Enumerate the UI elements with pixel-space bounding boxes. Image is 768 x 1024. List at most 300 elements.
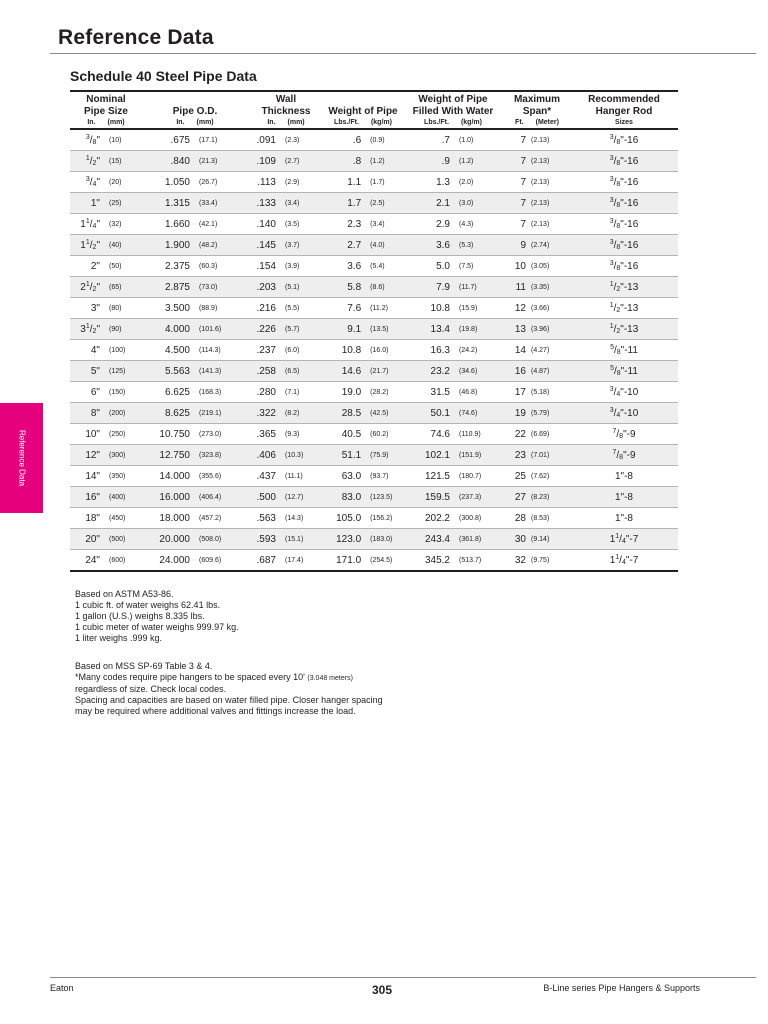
cell-pair <box>504 408 570 419</box>
table-row <box>70 235 678 256</box>
cell-pair <box>70 324 142 335</box>
cell-value: 8" <box>90 407 100 419</box>
cell-value: 25 <box>514 470 526 482</box>
cell-metric: (151.9) <box>459 451 482 459</box>
table-row <box>70 424 678 445</box>
table-cell <box>142 256 248 277</box>
table-cell <box>402 529 504 550</box>
column-header <box>142 91 248 129</box>
cell-value: $^5$/8"-11 <box>610 364 638 377</box>
cell-metric: (361.8) <box>459 535 482 543</box>
header-units <box>71 118 141 127</box>
header-label: Pipe Size <box>84 106 128 117</box>
cell-metric: (46.8) <box>459 388 478 396</box>
cell-pair <box>504 219 570 230</box>
cell-value: $^3$/8"-16 <box>609 217 639 230</box>
cell-metric: (200) <box>109 409 126 417</box>
table-cell <box>70 550 142 572</box>
cell-pair <box>402 345 504 356</box>
cell-metric: (0.9) <box>370 136 385 144</box>
table-row <box>70 445 678 466</box>
table-cell <box>504 193 570 214</box>
table-row <box>70 529 678 550</box>
cell-metric: (3.96) <box>531 325 550 333</box>
cell-pair <box>504 387 570 398</box>
cell-value: $^1$/2" <box>85 154 100 167</box>
table-cell <box>248 340 324 361</box>
cell-pair <box>324 555 402 566</box>
cell-metric: (3.4) <box>370 220 385 228</box>
table-cell <box>248 529 324 550</box>
cell-metric: (7.5) <box>459 262 474 270</box>
table-cell <box>142 466 248 487</box>
cell-value: .133 <box>256 197 276 209</box>
cell-metric: (11.1) <box>285 472 303 480</box>
table-cell <box>402 172 504 193</box>
column-header <box>324 91 402 129</box>
table-cell <box>402 193 504 214</box>
cell-pair <box>248 219 324 230</box>
table-cell <box>248 487 324 508</box>
table-cell <box>504 529 570 550</box>
cell-pair <box>70 387 142 398</box>
cell-value: 5.0 <box>436 260 450 272</box>
table-cell <box>504 256 570 277</box>
cell-pair <box>142 240 248 251</box>
cell-metric: (5.3) <box>459 241 474 249</box>
cell-value: $1^1/4$" <box>80 217 100 230</box>
table-cell <box>142 151 248 172</box>
header-label: Weight of Pipe <box>418 94 488 105</box>
cell-value: 4" <box>90 344 100 356</box>
cell-value: .145 <box>256 239 276 251</box>
table-cell <box>324 298 402 319</box>
cell-pair <box>402 303 504 314</box>
cell-value: 20.000 <box>159 533 190 545</box>
table-row <box>70 550 678 572</box>
note-line: 1 cubic ft. of water weighs 62.41 lbs. <box>75 600 221 610</box>
cell-metric: (74.6) <box>459 409 478 417</box>
table-cell <box>142 340 248 361</box>
table-cell <box>504 319 570 340</box>
cell-metric: (88.9) <box>199 304 218 312</box>
cell-value: 28 <box>514 512 526 524</box>
cell-value: 14" <box>85 470 100 482</box>
cell-pair <box>248 303 324 314</box>
header-label: Weight of Pipe <box>328 106 398 117</box>
cell-value: $^1$/2"-13 <box>609 301 639 314</box>
header-label: Thickness <box>261 106 311 117</box>
cell-value: 1.3 <box>436 176 450 188</box>
notes-astm <box>75 589 239 644</box>
cell-metric: (1.7) <box>370 178 385 186</box>
cell-pair <box>70 219 142 230</box>
cell-metric: (60.2) <box>370 430 389 438</box>
cell-value: .091 <box>256 134 276 146</box>
cell-metric: (65) <box>109 283 122 291</box>
table-row <box>70 319 678 340</box>
cell-metric: (32) <box>109 220 122 228</box>
cell-metric: (3.05) <box>531 262 550 270</box>
cell-pair <box>504 198 570 209</box>
table-cell <box>70 235 142 256</box>
table-cell <box>570 466 678 487</box>
cell-value: $1^1/4"-7$ <box>609 532 639 545</box>
header-label: Hanger Rod <box>595 106 653 117</box>
header-unit: (mm) <box>287 119 305 126</box>
side-tab-label: Reference Data <box>17 429 26 487</box>
note-line: 1 cubic meter of water weighs 999.97 kg. <box>75 622 239 632</box>
header-label: Filled With Water <box>412 106 494 117</box>
cell-pair <box>402 555 504 566</box>
note-line: Based on ASTM A53-86. <box>75 589 174 599</box>
cell-metric: (2.9) <box>285 178 300 186</box>
note-text: *Many codes require pipe hangers to be spaced every 10' <box>75 672 305 682</box>
cell-value: 2.9 <box>436 218 450 230</box>
cell-pair <box>70 261 142 272</box>
cell-value: 14.000 <box>159 470 190 482</box>
cell-pair <box>402 198 504 209</box>
cell-metric: (1.2) <box>459 157 474 165</box>
table-cell <box>324 550 402 572</box>
cell-value: 5" <box>90 365 100 377</box>
note-line <box>75 672 383 684</box>
cell-pair <box>324 471 402 482</box>
cell-pair <box>248 387 324 398</box>
cell-metric: (500) <box>109 535 126 543</box>
table-cell <box>142 550 248 572</box>
table-cell <box>504 340 570 361</box>
cell-value: 30 <box>514 533 526 545</box>
cell-value: .687 <box>256 554 276 566</box>
cell-metric: (237.3) <box>459 493 482 501</box>
column-header <box>402 91 504 129</box>
cell-pair <box>324 408 402 419</box>
table-cell <box>324 466 402 487</box>
cell-value: 171.0 <box>336 554 362 566</box>
cell-value: 1.7 <box>347 197 362 209</box>
table-cell <box>142 508 248 529</box>
table-cell <box>504 382 570 403</box>
table-cell <box>70 193 142 214</box>
cell-pair <box>324 534 402 545</box>
column-header <box>70 91 142 129</box>
table-cell <box>504 151 570 172</box>
cell-pair <box>142 345 248 356</box>
cell-value: 1.1 <box>347 176 362 188</box>
cell-metric: (600) <box>109 556 126 564</box>
cell-pair <box>324 450 402 461</box>
cell-metric: (3.5) <box>285 220 300 228</box>
cell-pair <box>402 408 504 419</box>
cell-pair <box>70 303 142 314</box>
cell-metric: (33.4) <box>199 199 218 207</box>
table-cell <box>570 319 678 340</box>
table-cell <box>570 129 678 151</box>
cell-metric: (28.2) <box>370 388 389 396</box>
table-row <box>70 382 678 403</box>
cell-value: 1.660 <box>164 218 190 230</box>
table-cell <box>70 256 142 277</box>
pipe-data-table <box>70 90 678 572</box>
table-cell <box>142 529 248 550</box>
cell-value: 19 <box>514 407 526 419</box>
table-cell <box>248 361 324 382</box>
table-cell <box>142 403 248 424</box>
header-label: Recommended <box>588 94 660 105</box>
cell-value: .322 <box>256 407 276 419</box>
cell-pair <box>504 282 570 293</box>
cell-pair <box>248 177 324 188</box>
cell-metric: (168.3) <box>199 388 222 396</box>
cell-value: 12.750 <box>159 449 190 461</box>
cell-value: 24.000 <box>159 554 190 566</box>
cell-metric: (6.69) <box>531 430 550 438</box>
cell-metric: (150) <box>109 388 126 396</box>
table-cell <box>570 151 678 172</box>
cell-value: $^3$/8"-16 <box>609 259 639 272</box>
cell-pair <box>142 198 248 209</box>
cell-value: .7 <box>441 134 450 146</box>
table-cell <box>504 466 570 487</box>
cell-pair <box>70 513 142 524</box>
cell-value: 7 <box>520 218 526 230</box>
cell-pair <box>70 429 142 440</box>
cell-pair <box>324 261 402 272</box>
table-cell <box>70 466 142 487</box>
cell-pair <box>142 282 248 293</box>
cell-metric: (16.0) <box>370 346 389 354</box>
cell-value: $^3$/8"-16 <box>609 175 639 188</box>
table-cell <box>570 172 678 193</box>
header-label: Nominal <box>86 94 126 105</box>
cell-metric: (2.5) <box>370 199 385 207</box>
cell-value: 10.750 <box>159 428 190 440</box>
cell-metric: (11.7) <box>459 283 477 291</box>
cell-value: 40.5 <box>341 428 362 440</box>
cell-value: $^3$/8"-16 <box>609 238 639 251</box>
cell-metric: (3.66) <box>531 304 550 312</box>
note-line: Based on MSS SP-69 Table 3 & 4. <box>75 661 213 671</box>
table-cell <box>324 172 402 193</box>
cell-pair <box>504 240 570 251</box>
cell-metric: (6.5) <box>285 367 300 375</box>
cell-metric: (7.01) <box>531 451 550 459</box>
cell-metric: (19.8) <box>459 325 478 333</box>
cell-pair <box>248 513 324 524</box>
cell-value: .203 <box>256 281 276 293</box>
header-units <box>505 118 569 127</box>
cell-value: 7 <box>520 197 526 209</box>
cell-metric: (5.1) <box>285 283 300 291</box>
footer-brand: Eaton <box>50 983 74 993</box>
header-unit: (kg/m) <box>370 119 392 126</box>
table-cell <box>70 382 142 403</box>
cell-value: 123.0 <box>336 533 362 545</box>
table-cell <box>70 487 142 508</box>
cell-value: .406 <box>256 449 276 461</box>
cell-pair <box>504 303 570 314</box>
table-row <box>70 403 678 424</box>
cell-value: 63.0 <box>341 470 362 482</box>
cell-value: 1.050 <box>164 176 190 188</box>
table-row <box>70 277 678 298</box>
note-small-text: (3.048 meters) <box>307 675 353 682</box>
header-units <box>143 118 247 127</box>
table-cell <box>504 487 570 508</box>
cell-pair <box>402 324 504 335</box>
cell-value: .675 <box>170 134 190 146</box>
table-cell <box>402 298 504 319</box>
cell-value: $^7$/8"-9 <box>612 427 636 440</box>
cell-pair <box>248 450 324 461</box>
table-row <box>70 466 678 487</box>
cell-metric: (183.0) <box>370 535 393 543</box>
table-cell <box>570 382 678 403</box>
header-units <box>325 118 401 127</box>
cell-value: 13.4 <box>430 323 450 335</box>
table-cell <box>504 129 570 151</box>
cell-value: 31.5 <box>430 386 450 398</box>
header-units <box>403 118 503 127</box>
cell-metric: (10) <box>109 136 122 144</box>
table-cell <box>324 214 402 235</box>
table-cell <box>324 277 402 298</box>
cell-pair <box>402 219 504 230</box>
cell-metric: (60.3) <box>199 262 218 270</box>
cell-value: .226 <box>256 323 276 335</box>
cell-pair <box>324 198 402 209</box>
header-unit: (mm) <box>196 119 214 126</box>
table-row <box>70 298 678 319</box>
header-unit: In. <box>176 119 185 126</box>
header-label: Maximum <box>513 94 561 105</box>
table-cell <box>248 193 324 214</box>
note-line: 1 liter weighs .999 kg. <box>75 633 163 643</box>
cell-metric: (8.6) <box>370 283 385 291</box>
cell-pair <box>70 177 142 188</box>
table-cell <box>324 319 402 340</box>
cell-metric: (9.75) <box>531 556 550 564</box>
cell-metric: (4.3) <box>459 220 474 228</box>
header-unit: Ft. <box>515 119 524 126</box>
table-cell <box>142 214 248 235</box>
cell-value: 1" <box>90 197 100 209</box>
table-cell <box>324 487 402 508</box>
table-cell <box>570 361 678 382</box>
cell-value: 14 <box>514 344 526 356</box>
cell-value: 12 <box>514 302 526 314</box>
cell-metric: (73.0) <box>199 283 218 291</box>
cell-metric: (8.23) <box>531 493 550 501</box>
table-header-row <box>70 91 678 129</box>
cell-value: 2.875 <box>164 281 190 293</box>
cell-value: $^5$/8"-11 <box>610 343 638 356</box>
cell-value: 105.0 <box>336 512 362 524</box>
table-row <box>70 193 678 214</box>
table-cell <box>324 151 402 172</box>
cell-value: 13 <box>514 323 526 335</box>
cell-value: .113 <box>257 176 276 188</box>
cell-pair <box>248 324 324 335</box>
cell-metric: (110.9) <box>459 430 481 438</box>
cell-value: 9 <box>520 239 526 251</box>
cell-value: 83.0 <box>341 491 362 503</box>
cell-value: .109 <box>256 155 276 167</box>
cell-pair <box>402 177 504 188</box>
cell-value: 51.1 <box>341 449 362 461</box>
column-header <box>570 91 678 129</box>
cell-pair <box>142 492 248 503</box>
page-number: 305 <box>372 983 393 997</box>
notes-mss <box>75 661 383 717</box>
cell-value: 7.9 <box>436 281 450 293</box>
table-cell <box>570 235 678 256</box>
cell-value: 159.5 <box>424 491 450 503</box>
table-cell <box>70 340 142 361</box>
cell-pair <box>142 135 248 146</box>
cell-metric: (9.14) <box>531 535 550 543</box>
cell-value: .216 <box>256 302 276 314</box>
note-line: regardless of size. Check local codes. <box>75 684 227 694</box>
table-title: Schedule 40 Steel Pipe Data <box>70 68 257 84</box>
cell-pair <box>248 135 324 146</box>
cell-metric: (50) <box>109 262 122 270</box>
cell-metric: (5.5) <box>285 304 300 312</box>
cell-metric: (15.9) <box>459 304 478 312</box>
cell-value: 3.6 <box>347 260 362 272</box>
table-cell <box>324 529 402 550</box>
table-cell <box>402 508 504 529</box>
table-cell <box>402 361 504 382</box>
header-label: Span* <box>522 106 552 117</box>
cell-metric: (4.87) <box>531 367 550 375</box>
cell-value: 3.500 <box>164 302 190 314</box>
table-cell <box>70 172 142 193</box>
cell-pair <box>70 156 142 167</box>
cell-value: 7 <box>520 155 526 167</box>
header-unit: (Meter) <box>535 119 559 126</box>
cell-metric: (25) <box>109 199 122 207</box>
cell-value: 1"-8 <box>614 491 633 503</box>
table-cell <box>70 298 142 319</box>
cell-pair <box>142 408 248 419</box>
cell-pair <box>248 429 324 440</box>
cell-value: $2^1/2$" <box>80 280 100 293</box>
table-cell <box>70 529 142 550</box>
table-cell <box>248 235 324 256</box>
header-unit: Lbs./Ft. <box>424 119 449 126</box>
cell-pair <box>142 177 248 188</box>
cell-metric: (93.7) <box>370 472 389 480</box>
cell-pair <box>402 366 504 377</box>
table-cell <box>504 424 570 445</box>
cell-value: 345.2 <box>424 554 450 566</box>
cell-pair <box>70 240 142 251</box>
cell-pair <box>504 429 570 440</box>
cell-pair <box>504 450 570 461</box>
cell-pair <box>248 471 324 482</box>
cell-metric: (21.3) <box>199 157 218 165</box>
table-header <box>70 91 678 129</box>
cell-pair <box>248 156 324 167</box>
cell-value: $^3$/8"-16 <box>609 196 639 209</box>
cell-pair <box>248 240 324 251</box>
header-unit: (kg/m) <box>460 119 482 126</box>
table-cell <box>324 361 402 382</box>
cell-metric: (2.74) <box>531 241 550 249</box>
cell-pair <box>402 534 504 545</box>
